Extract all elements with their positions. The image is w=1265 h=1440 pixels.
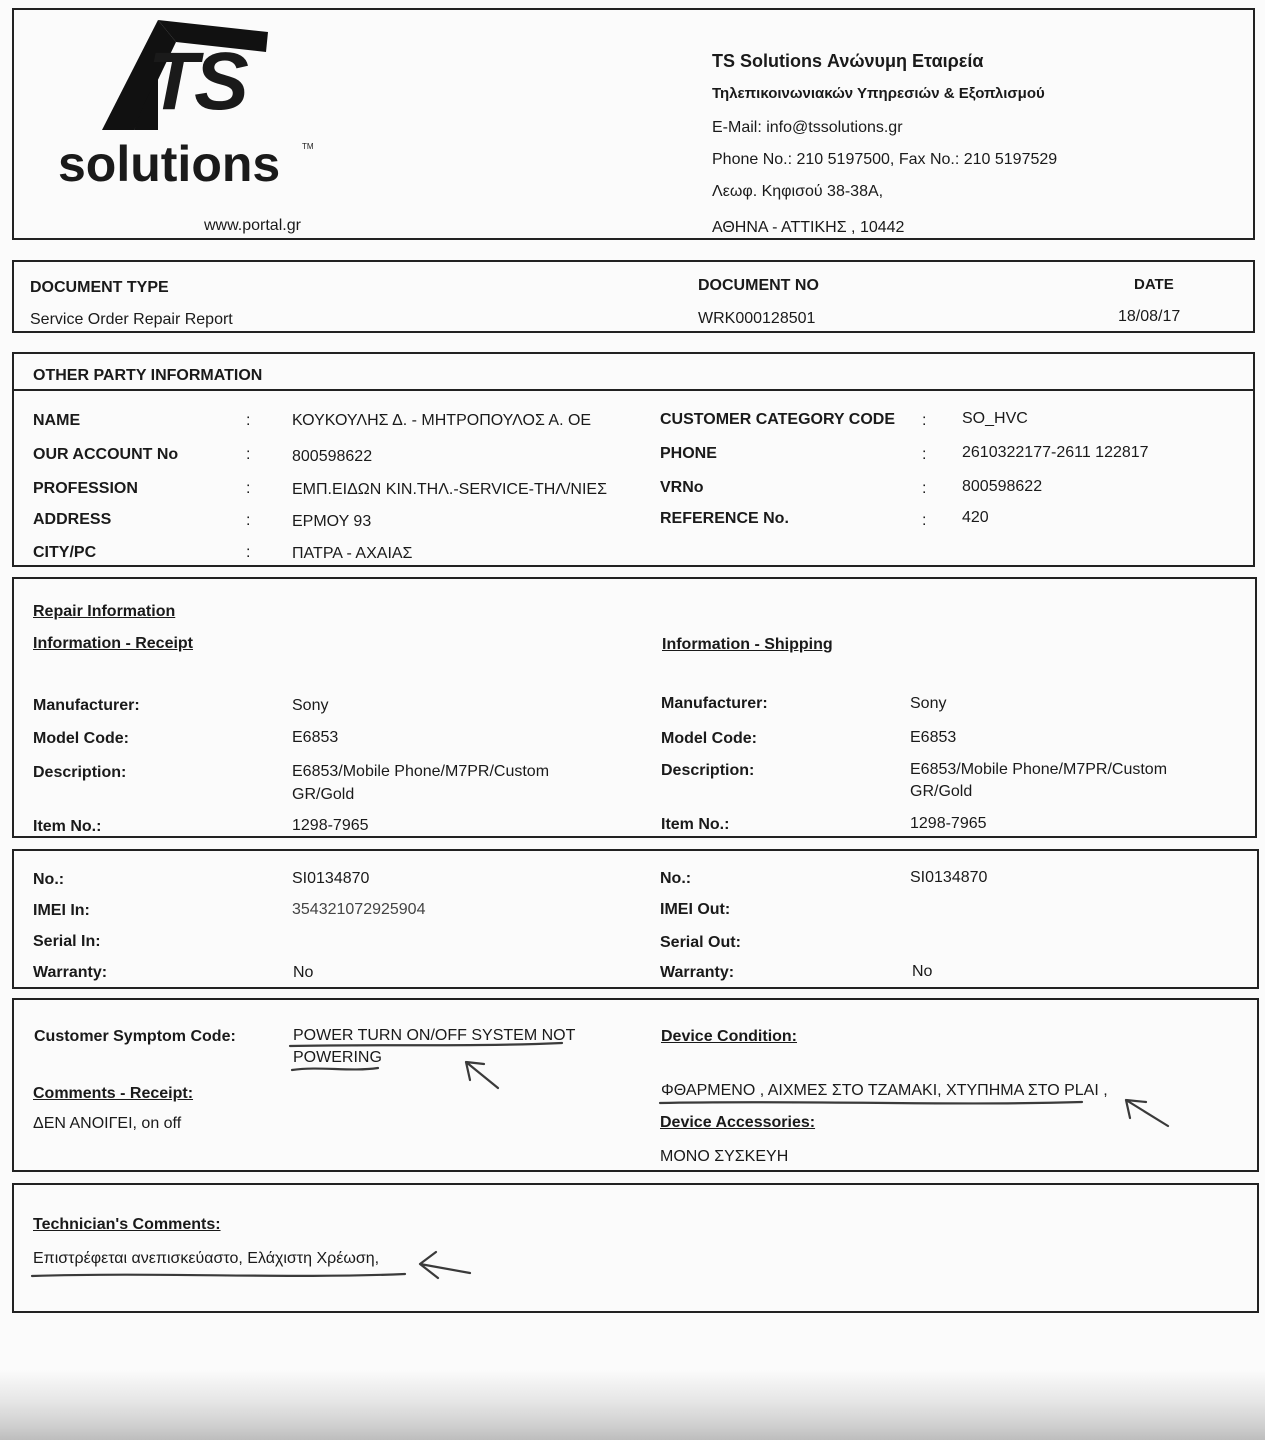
repair-title: Repair Information [33,603,176,620]
shipping-model-value: E6853 [910,729,957,746]
logo-trademark: TM [302,142,314,151]
receipt-description-label: Description: [33,764,127,781]
logo-mark: TS [148,36,245,127]
party-reference-value: 420 [962,509,989,526]
party-category-value: SO_HVC [962,410,1028,427]
shipping-model-label: Model Code: [661,730,757,747]
warranty-in-label: Warranty: [33,964,108,981]
party-phone-label: PHONE [660,445,717,462]
technician-value: Επιστρέφεται ανεπισκεύαστο, Ελάχιστη Χρέωση, [33,1250,380,1267]
shipping-manufacturer-label: Manufacturer: [661,695,768,712]
warranty-out-label: Warranty: [660,964,735,981]
receipt-model-value: E6853 [292,729,339,746]
device-accessories-label: Device Accessories: [660,1114,816,1131]
imei-out-label: IMEI Out: [660,901,731,918]
document-type-label: DOCUMENT TYPE [30,279,169,296]
shipping-title: Information - Shipping [662,636,833,653]
underline-mark [660,1102,1082,1103]
shipping-manufacturer-value: Sony [910,695,947,712]
symptom-value-line1: POWER TURN ON/OFF SYSTEM NOT [293,1027,576,1044]
party-account-label: OUR ACCOUNT No [33,446,179,463]
arrow-icon [466,1062,498,1088]
document-no-value: WRK000128501 [698,310,816,327]
party-city-value: ΠΑΤΡΑ - ΑΧΑΙΑΣ [292,545,413,562]
colon: : [246,412,251,429]
no-out-value: SI0134870 [910,869,988,886]
imei-in-value: 354321072925904 [292,901,426,918]
comments-receipt-value: ΔΕΝ ΑΝΟΙΓΕΙ, on off [33,1115,182,1132]
colon: : [922,512,927,529]
warranty-in-value: No [293,964,314,981]
party-profession-label: PROFESSION [33,480,138,497]
company-email: E-Mail: info@tssolutions.gr [712,119,903,136]
company-name: TS Solutions Ανώνυμη Εταιρεία [712,51,984,71]
receipt-item-label: Item No.: [33,818,102,835]
underline-mark [292,1068,378,1070]
receipt-manufacturer-label: Manufacturer: [33,697,140,714]
receipt-description-line1: E6853/Mobile Phone/M7PR/Custom [292,763,550,780]
receipt-item-value: 1298-7965 [292,817,369,834]
party-address-value: ΕΡΜΟΥ 93 [292,513,372,530]
colon: : [922,480,927,497]
document-date-value: 18/08/17 [1118,308,1181,325]
serial-out-label: Serial Out: [660,934,741,951]
company-city: ΑΘΗΝΑ - ΑΤΤΙΚΗΣ , 10442 [712,219,905,236]
party-city-label: CITY/PC [33,544,97,561]
shipping-item-value: 1298-7965 [910,815,987,832]
receipt-model-label: Model Code: [33,730,129,747]
party-name-label: NAME [33,412,81,429]
party-category-label: CUSTOMER CATEGORY CODE [660,411,895,428]
underline-mark [290,1043,562,1046]
technician-label: Technician's Comments: [33,1216,221,1233]
device-accessories-value: ΜΟΝΟ ΣΥΣΚΕΥΗ [660,1148,789,1165]
party-profession-value: ΕΜΠ.ΕΙΔΩΝ ΚΙΝ.ΤΗΛ.-SERVICE-ΤΗΛ/ΝΙΕΣ [292,481,607,498]
company-subtitle: Τηλεπικοινωνιακών Υπηρεσιών & Εξοπλισμού [712,85,1045,102]
arrow-icon [420,1252,470,1278]
serial-in-label: Serial In: [33,933,101,950]
colon: : [922,412,927,429]
arrow-icon [1126,1100,1168,1126]
receipt-manufacturer-value: Sony [292,697,329,714]
no-in-value: SI0134870 [292,870,370,887]
colon: : [246,512,251,529]
shipping-description-label: Description: [661,762,755,779]
colon: : [246,446,251,463]
receipt-description-line2: GR/Gold [292,786,355,803]
party-reference-label: REFERENCE No. [660,510,789,527]
imei-in-label: IMEI In: [33,902,90,919]
underline-mark [32,1274,405,1276]
document-date-label: DATE [1134,276,1174,293]
company-street: Λεωφ. Κηφισού 38-38Α, [712,183,884,200]
company-website: www.portal.gr [204,217,301,234]
colon: : [922,446,927,463]
device-condition-label: Device Condition: [661,1028,798,1045]
party-name-value: ΚΟΥΚΟΥΛΗΣ Δ. - ΜΗΤΡΟΠΟΥΛΟΣ Α. ΟΕ [292,412,592,429]
warranty-out-value: No [912,963,933,980]
colon: : [246,480,251,497]
colon: : [246,544,251,561]
document-no-label: DOCUMENT NO [698,277,819,294]
party-vrn-value: 800598622 [962,478,1043,495]
party-title: OTHER PARTY INFORMATION [33,367,263,384]
comments-receipt-label: Comments - Receipt: [33,1085,194,1102]
no-out-label: No.: [660,870,692,887]
symptom-value-line2: POWERING [293,1049,382,1066]
no-in-label: No.: [33,871,65,888]
document-type-value: Service Order Repair Report [30,311,233,328]
company-phone-fax: Phone No.: 210 5197500, Fax No.: 210 5197529 [712,151,1058,168]
logo-word: solutions [58,136,281,192]
device-condition-value: ΦΘΑΡΜΕΝΟ , ΑΙΧΜΕΣ ΣΤΟ ΤΖΑΜΑΚΙ, ΧΤΥΠΗΜΑ ΣΤΟ PLAI , [661,1082,1108,1099]
shipping-description-line2: GR/Gold [910,783,973,800]
party-vrn-label: VRNo [660,479,704,496]
party-address-label: ADDRESS [33,511,112,528]
party-account-value: 800598622 [292,448,373,465]
shipping-item-label: Item No.: [661,816,730,833]
party-phone-value: 2610322177-2611 122817 [962,444,1149,461]
receipt-title: Information - Receipt [33,635,194,652]
shipping-description-line1: E6853/Mobile Phone/M7PR/Custom [910,761,1168,778]
symptom-label: Customer Symptom Code: [34,1028,236,1045]
